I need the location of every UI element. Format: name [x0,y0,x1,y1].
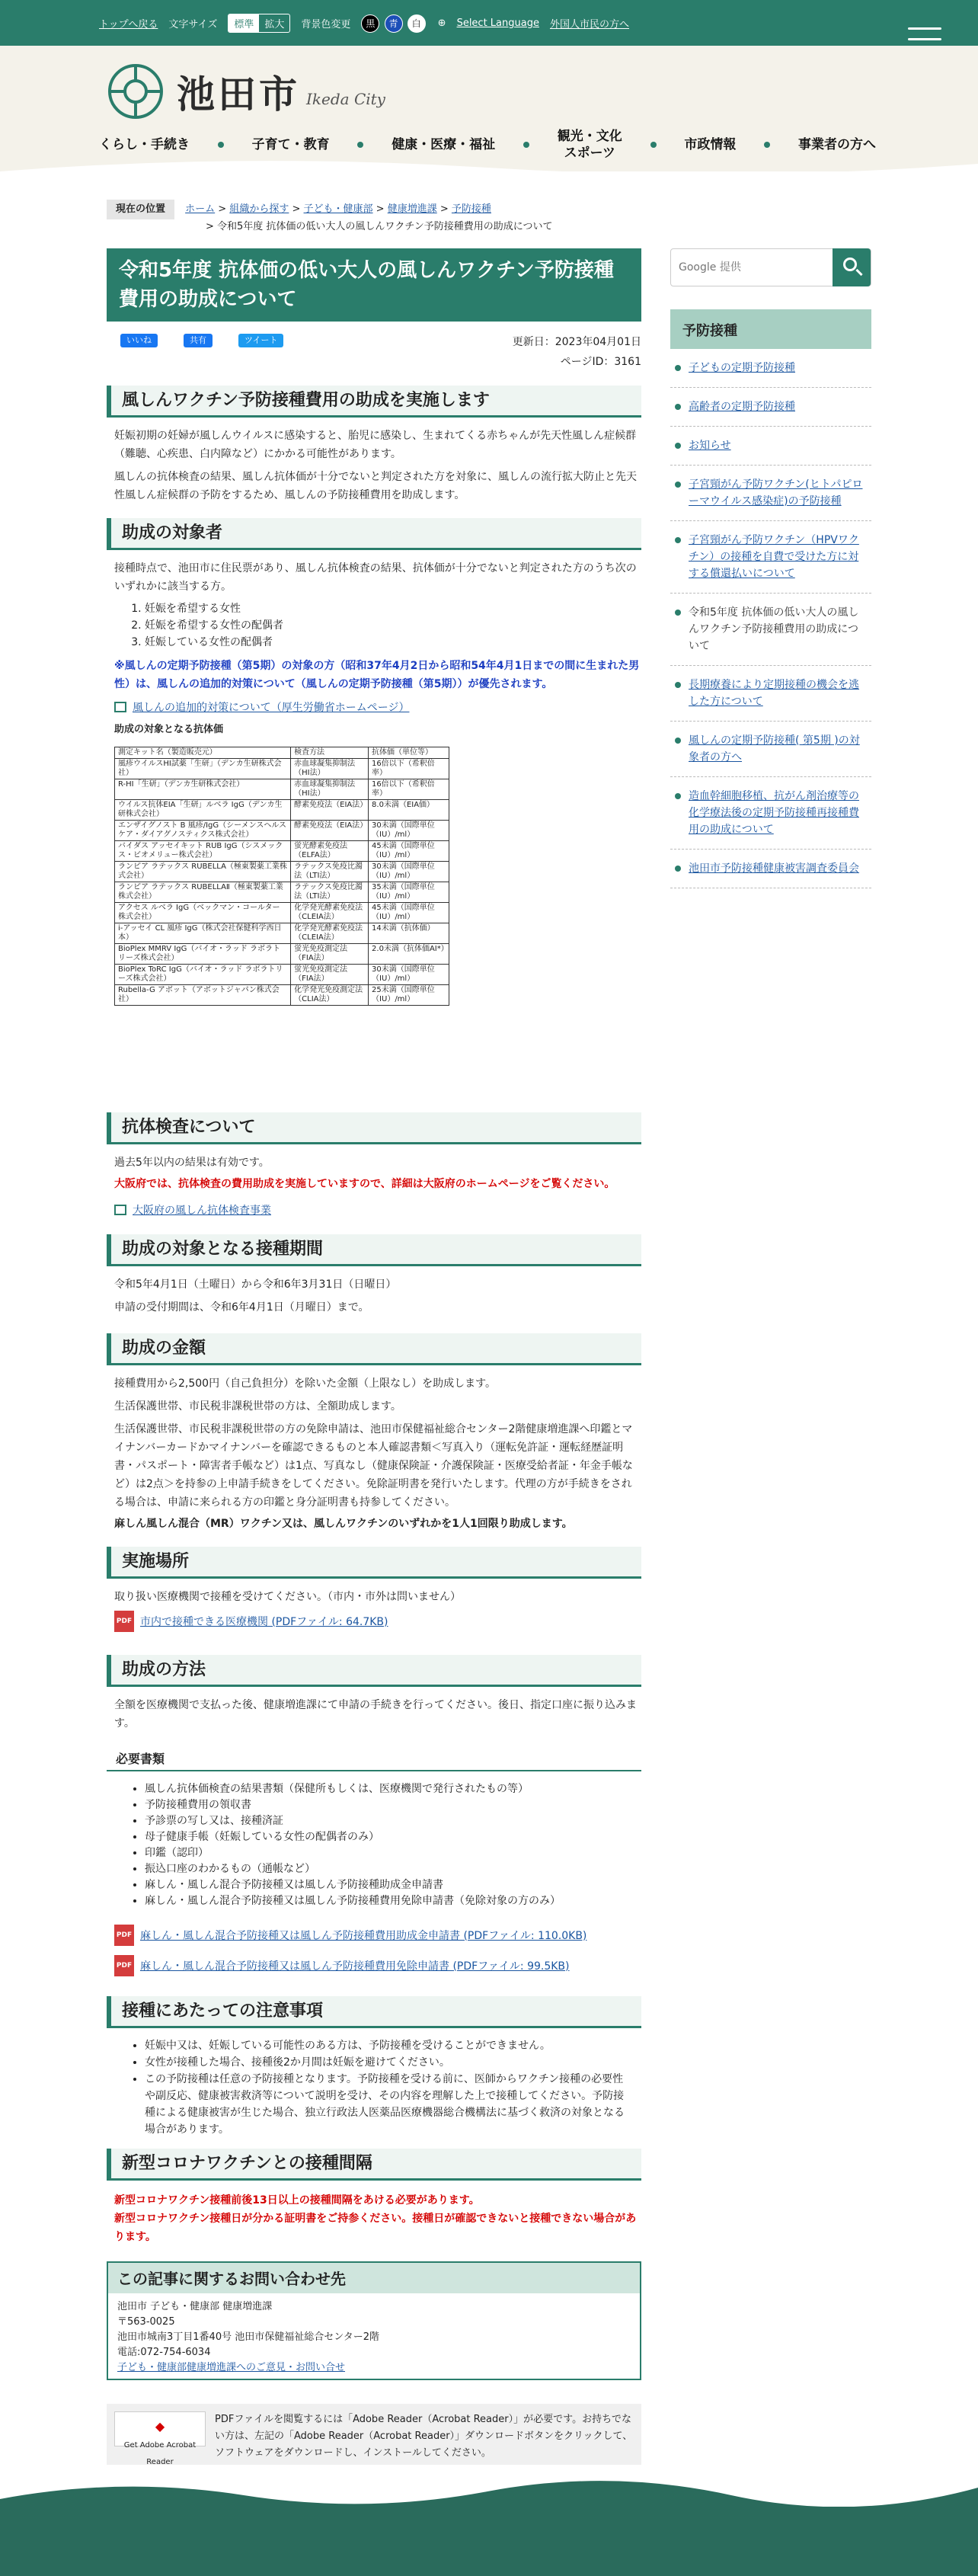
list-item: • 麻しん・風しん混合予防接種又は風しん予防接種助成金申請書 [145,1877,632,1893]
contact-phone: 電話:072-754-6034 [117,2347,211,2358]
table-cell: 蛍光免疫測定法（FIA法） [291,944,369,965]
site-name: 池田市 [177,72,300,117]
table-cell: 化学発光免疫測定法（CLIA法） [291,985,369,1006]
covid-notice-1: 新型コロナワクチン接種前後13日以上の接種間隔をあける必要があります。 [114,2194,480,2206]
breadcrumb-home[interactable]: ホーム [185,203,216,215]
page-meta [427,332,641,372]
breadcrumb-vaccination[interactable]: 予防接種 [451,203,491,215]
share-buttons [120,334,283,347]
period-paragraph-2: 申請の受付期間は、令和6年4月1日（月曜日）まで。 [114,1301,369,1314]
gnav-item-childcare[interactable]: 子育て・教育 [251,137,330,152]
acrobat-notice [107,2404,641,2465]
gnav-item-health[interactable]: 健康・医療・福祉 [392,137,496,152]
period-paragraph-1: 令和5年4月1日（土曜日）から令和6年3月31日（日曜日） [114,1278,397,1291]
side-nav-item[interactable]: お知らせ [670,427,871,466]
pdf-icon: PDF [114,1611,134,1632]
side-nav-heading: 予防接種 [670,309,871,349]
subsidy-application-pdf-link[interactable]: 麻しん・風しん混合予防接種又は風しん予防接種費用助成金申請書 (PDFファイル: 110.0KB) [140,1930,587,1942]
list-item: • 女性が接種した場合、接種後2か月間は妊娠を避けてください。 [145,2054,632,2071]
hamburger-icon [908,27,941,30]
table-cell: ランピア ラテックス RUBELLA（極東製薬工業株式会社） [115,862,291,882]
intro-paragraph-2: 風しんの抗体検査の結果、風しん抗体価が十分でないと判定された方を対象に、風しんの流行拡大防止と先天性風しん症候群の予防をするため、風しんの予防接種費用を助成します。 [114,471,637,501]
table-cell: 酵素免疫法（EIA法） [291,800,369,821]
table-row [115,800,449,821]
table-cell: アクセス ルベラ IgG（ベックマン・コールター株式会社） [115,903,291,923]
eligibility-paragraph: 接種時点で、池田市に住民票があり、風しん抗体検査の結果、抗体価が十分でないと判定された方のうち次のいずれかに該当する方。 [114,562,637,593]
site-footer [0,2507,978,2576]
table-cell: BioPlex MMRV IgG（バイオ・ラッド ラボラトリーズ株式会社） [115,944,291,965]
list-item: 2. 妊娠を希望する女性の配偶者 [145,617,632,634]
select-language-link[interactable]: Select Language [456,18,539,29]
section-heading-amount: 助成の金額 [107,1333,641,1365]
breadcrumb-current: 令和5年度 抗体価の低い大人の風しんワクチン予防接種費用の助成について [217,221,553,232]
table-cell: 2.0未満（抗体価AI*） [369,944,449,965]
external-link-icon [114,702,126,712]
mhlw-link[interactable]: 風しんの追加的対策について（厚生労働省ホームページ） [133,702,410,714]
table-row [115,903,449,923]
table-cell: i-アッセイ CL 風疹 IgG（株式会社保健科学西日本） [115,923,291,944]
side-nav-item[interactable]: 高齢者の定期予防接種 [670,388,871,427]
eligibility-note: ※風しんの定期予防接種（第5期）の対象の方（昭和37年4月2日から昭和54年4月1日までの間に生まれた男性）は、風しんの追加的対策について（風しんの定期予防接種（第5期））が優先されます。 [114,660,640,690]
page-title: 令和5年度 抗体価の低い大人の風しんワクチン予防接種費用の助成について [107,248,641,322]
table-cell: 酵素免疫法（EIA法） [291,821,369,841]
foreign-residents-link[interactable]: 外国人市民の方へ [549,19,629,30]
breadcrumb-label: 現在の位置 [107,200,174,219]
side-nav-item[interactable]: 子どもの定期予防接種 [670,349,871,388]
list-item: • 麻しん・風しん混合予防接種又は風しん予防接種費用免除申請書（免除対象の方のみ） [145,1893,632,1909]
contact-postal: 〒563-0025 [117,2316,175,2328]
acrobat-download-button[interactable]: ◆ Get Adobe Acrobat Reader [114,2411,206,2446]
table-header: 抗体価（単位等） [369,747,449,759]
contact-inquiry-link[interactable]: 子ども・健康部健康増進課へのご意見・お問い合せ [117,2362,346,2373]
table-cell: 35未満（国際単位（IU）/ml） [369,882,449,903]
table-cell: 化学発光酵素免疫法（CLEIA法） [291,923,369,944]
contact-dept: 池田市 子ども・健康部 健康増進課 [117,2301,273,2312]
font-size-label: 文字サイズ [168,19,218,30]
table-cell: 25未満（国際単位（IU）/ml） [369,985,449,1006]
table-cell: 赤血球凝集抑制法（HI法） [291,759,369,779]
clinic-list-pdf-link[interactable]: 市内で接種できる医療機関 (PDFファイル: 64.7KB) [140,1616,388,1628]
amount-paragraph-3: 生活保護世帯、市民税非課税世帯の方の免除申請は、池田市保健福祉総合センター2階健康増進課へ印鑑とマイナンバーカードかマイナンバーを確認できるものと本人確認書類＜写真入り（運転免許証・運転経歴証明書・パスポート・障害者手帳など）は1点、写真なし（健康保険証・介護保険証・医療受給者証・年金手帳など）は2点＞を持参の上申請手続きをしてください。免除証明書を発行いたします。代理の方が手続きをされる場合は、申請に来られる方の印鑑と身分証明書も持参してください。 [114,1423,633,1509]
font-standard-button[interactable]: 標準 [229,14,259,32]
eligibility-list [145,600,632,651]
list-item: • 振込口座のわかるもの（通帳など） [145,1861,632,1877]
facebook-like-button[interactable]: いいね [120,334,158,347]
table-cell: BioPlex ToRC IgG（バイオ・ラッド ラボラトリーズ株式会社） [115,965,291,985]
gnav-item-tourism[interactable]: 観光・文化 スポーツ [557,129,622,161]
bg-black-button[interactable]: 黒 [361,14,379,33]
list-item: • 印鑑（認印） [145,1845,632,1861]
table-cell: ランピア ラテックス RUBELLAⅡ（極東製薬工業株式会社） [115,882,291,903]
table-cell: ラテックス免疫比濁法（LTI法） [291,882,369,903]
acrobat-icon: ◆ [155,2419,165,2434]
table-cell: 蛍光酵素免疫法（ELFA法） [291,841,369,862]
table-cell: 14未満（抗体価） [369,923,449,944]
table-title: 助成の対象となる抗体価 [114,724,224,735]
osaka-antibody-link[interactable]: 大阪府の風しん抗体検査事業 [133,1205,271,1217]
table-cell: 16倍以下（希釈倍率） [369,779,449,800]
bg-color-label: 背景色変更 [301,19,351,30]
breadcrumb-org[interactable]: 組織から探す [229,203,289,215]
section-heading-covid-interval: 新型コロナワクチンとの接種間隔 [107,2149,641,2181]
table-cell: 45未満（国際単位（IU）/ml） [369,841,449,862]
list-item: • 予診票の写し又は、接種済証 [145,1813,632,1829]
table-cell: 30未満（国際単位（IU）/ml） [369,965,449,985]
updated-date: 更新日：2023年04月01日 [512,336,641,348]
table-row [115,779,449,800]
list-item: 1. 妊娠を希望する女性 [145,600,632,617]
antibody-paragraph: 過去5年以内の結果は有効です。 [114,1157,270,1169]
table-header: 測定キット名（製造販売元） [115,747,291,759]
location-paragraph: 取り扱い医療機関で接種を受けてください。（市内・市外は問いません） [114,1591,461,1603]
city-emblem-icon [107,62,165,120]
external-link-icon [114,1205,126,1215]
utility-bar [0,0,978,46]
table-cell: 16倍以下（希釈倍率） [369,759,449,779]
amount-note: 麻しん風しん混合（MR）ワクチン又は、風しんワクチンのいずれかを1人1回限り助成します。 [114,1518,573,1530]
precautions-list [145,2037,632,2138]
required-documents-list [145,1781,632,1909]
list-item: • 風しん抗体価検査の結果書類（保健所もしくは、医療機関で発行されたもの等） [145,1781,632,1797]
amount-paragraph-1: 接種費用から2,500円（自己負担分）を除いた金額（上限なし）を助成します。 [114,1378,496,1390]
table-cell: ラテックス免疫比濁法（LTI法） [291,862,369,882]
tweet-button[interactable]: ツイート [238,334,283,347]
globe-icon: ⊕ [437,18,446,29]
table-row [115,821,449,841]
exemption-application-pdf-link[interactable]: 麻しん・風しん混合予防接種又は風しん予防接種費用免除申請書 (PDFファイル: 99.5KB) [140,1960,570,1973]
side-nav-item[interactable]: 風しんの定期予防接種( 第5期 )の対象者の方へ [670,722,871,777]
search-input[interactable] [671,251,833,284]
table-row [115,923,449,944]
font-large-button[interactable]: 拡大 [264,19,285,30]
site-logo[interactable] [107,62,385,120]
breadcrumb: 現在の位置 ホーム > 組織から探す > 子ども・健康部 > 健康増進課 > 予防接種 > 令和5年度 抗体価の低い大人の風しんワクチン予防接種費用の助成について [107,200,640,235]
table-cell: 30未満（国際単位（IU）/ml） [369,862,449,882]
required-documents-heading: 必要書類 [107,1746,641,1771]
table-cell: 化学発光酵素免疫法（CLEIA法） [291,903,369,923]
list-item: • 妊娠中又は、妊娠している可能性のある方は、予防接種を受けることができません。 [145,2037,632,2054]
table-row [115,944,449,965]
method-paragraph: 全額を医療機関で支払った後、健康増進課にて申請の手続きを行ってください。後日、指定口座に振り込みます。 [114,1699,637,1730]
facebook-share-button[interactable]: 共有 [184,334,213,347]
side-nav-item-current: 令和5年度 抗体価の低い大人の風しんワクチン予防接種費用の助成について [670,594,871,666]
search-button[interactable] [833,248,871,286]
section-heading-method: 助成の方法 [107,1655,641,1687]
gnav-item-city-info[interactable]: 市政情報 [684,137,737,152]
pdf-icon: PDF [114,1955,134,1976]
side-nav-item[interactable]: 子宮頸がん予防ワクチン（HPVワクチン）の接種を自費で受けた方に対する償還払いについて [670,521,871,594]
gnav-item-business[interactable]: 事業者の方へ [797,137,876,152]
table-row [115,841,449,862]
table-row [115,882,449,903]
breadcrumb-section[interactable]: 健康増進課 [387,203,437,215]
section-heading-location: 実施場所 [107,1547,641,1579]
table-row [115,985,449,1006]
site-name-en: Ikeda City [306,90,385,108]
table-row [115,759,449,779]
antibody-notice: 大阪府では、抗体検査の費用助成を実施していますので、詳細は大阪府のホームページをご覧ください。 [114,1178,615,1190]
breadcrumb-dept[interactable]: 子ども・健康部 [303,203,373,215]
font-size-toggle [228,14,290,33]
section-heading-intro: 風しんワクチン予防接種費用の助成を実施します [107,386,641,418]
bg-white-button[interactable]: 白 [408,14,426,33]
table-cell: ウイルス抗体EIA「生研」ルベラ IgG（デンカ生研株式会社） [115,800,291,821]
site-search [670,248,871,286]
bg-blue-button[interactable]: 青 [385,14,403,33]
list-item: • この予防接種は任意の予防接種となります。予防接種を受ける前に、医師からワクチン接種の必要性や副反応、健康被害救済等について説明を受け、その内容を理解した上で接種してください。予防接種による健康被害が生じた場合、独立行政法人医薬品医療機器総合機構法に基づく救済の対象となる場合があります。 [145,2071,632,2138]
table-cell: 蛍光免疫測定法（FIA法） [291,965,369,985]
intro-paragraph-1: 妊娠初期の妊婦が風しんウイルスに感染すると、胎児に感染し、生まれてくる赤ちゃんが先天性風しん症候群（難聴、心疾患、白内障など）にかかる可能性があります。 [114,430,637,460]
table-row [115,965,449,985]
table-cell: 風疹ウイルスHI試薬「生研」（デンカ生研株式会社） [115,759,291,779]
list-item: • 母子健康手帳（妊娠している女性の配偶者のみ） [145,1829,632,1845]
table-cell: 45未満（国際単位（IU）/ml） [369,903,449,923]
table-cell: 30未満（国際単位（IU）/ml） [369,821,449,841]
antibody-table [114,747,449,1006]
side-nav-item[interactable]: 子宮頸がん予防ワクチン(ヒトパピローマウイルス感染症)の予防接種 [670,466,871,521]
gnav-item-life[interactable]: くらし・手続き [99,137,190,152]
contact-heading: この記事に関するお問い合わせ先 [108,2263,640,2293]
table-cell: 8.0未満（EIA価） [369,800,449,821]
amount-paragraph-2: 生活保護世帯、市民税非課税世帯の方は、全額助成します。 [114,1400,401,1413]
pdf-icon: PDF [114,1925,134,1946]
table-cell: R-HI「生研」（デンカ生研株式会社） [115,779,291,800]
page-id: ページID：3161 [560,356,641,368]
covid-notice-2: 新型コロナワクチン接種日が分かる証明書をご持参ください。接種日が確認できないと接種できない場合があります。 [114,2213,637,2243]
table-cell: エンザイグノスト B 風疹/IgG（シーメンスヘルスケア・ダイアグノスティクス株式会社） [115,821,291,841]
table-cell: バイダス アッセイキット RUB IgG（シスメックス・ビオメリュー株式会社） [115,841,291,862]
section-heading-antibody: 抗体検査について [107,1112,641,1144]
contact-address: 池田市城南3丁目1番40号 池田市保健福祉総合センター2階 [117,2331,379,2343]
header-wave [0,152,978,183]
side-nav-item[interactable]: 造血幹細胞移植、抗がん剤治療等の化学療法後の定期予防接種再接種費用の助成について [670,777,871,850]
contact-box [107,2261,641,2380]
section-heading-period: 助成の対象となる接種期間 [107,1234,641,1266]
side-nav [670,349,871,888]
side-nav-item[interactable]: 池田市予防接種健康被害調査委員会 [670,850,871,888]
back-to-top-link[interactable]: トップへ戻る [99,19,158,30]
table-cell: Rubella-G アボット（アボットジャパン株式会社） [115,985,291,1006]
section-heading-eligibility: 助成の対象者 [107,518,641,550]
table-row [115,862,449,882]
list-item: • 予防接種費用の領収書 [145,1797,632,1813]
section-heading-precautions: 接種にあたっての注意事項 [107,1996,641,2028]
table-header: 検査方法 [291,747,369,759]
list-item: 3. 妊娠している女性の配偶者 [145,634,632,651]
table-cell: 赤血球凝集抑制法（HI法） [291,779,369,800]
acrobat-text: PDFファイルを閲覧するには「Adobe Reader（Acrobat Reader）」が必要です。お持ちでない方は、左記の「Adobe Reader（Acrobat Reader）」ダウンロードボタンをクリックして、ソフトウェアをダウンロードし、インストールしてください。 [215,2414,633,2459]
side-nav-item[interactable]: 長期療養により定期接種の機会を逃した方について [670,666,871,722]
